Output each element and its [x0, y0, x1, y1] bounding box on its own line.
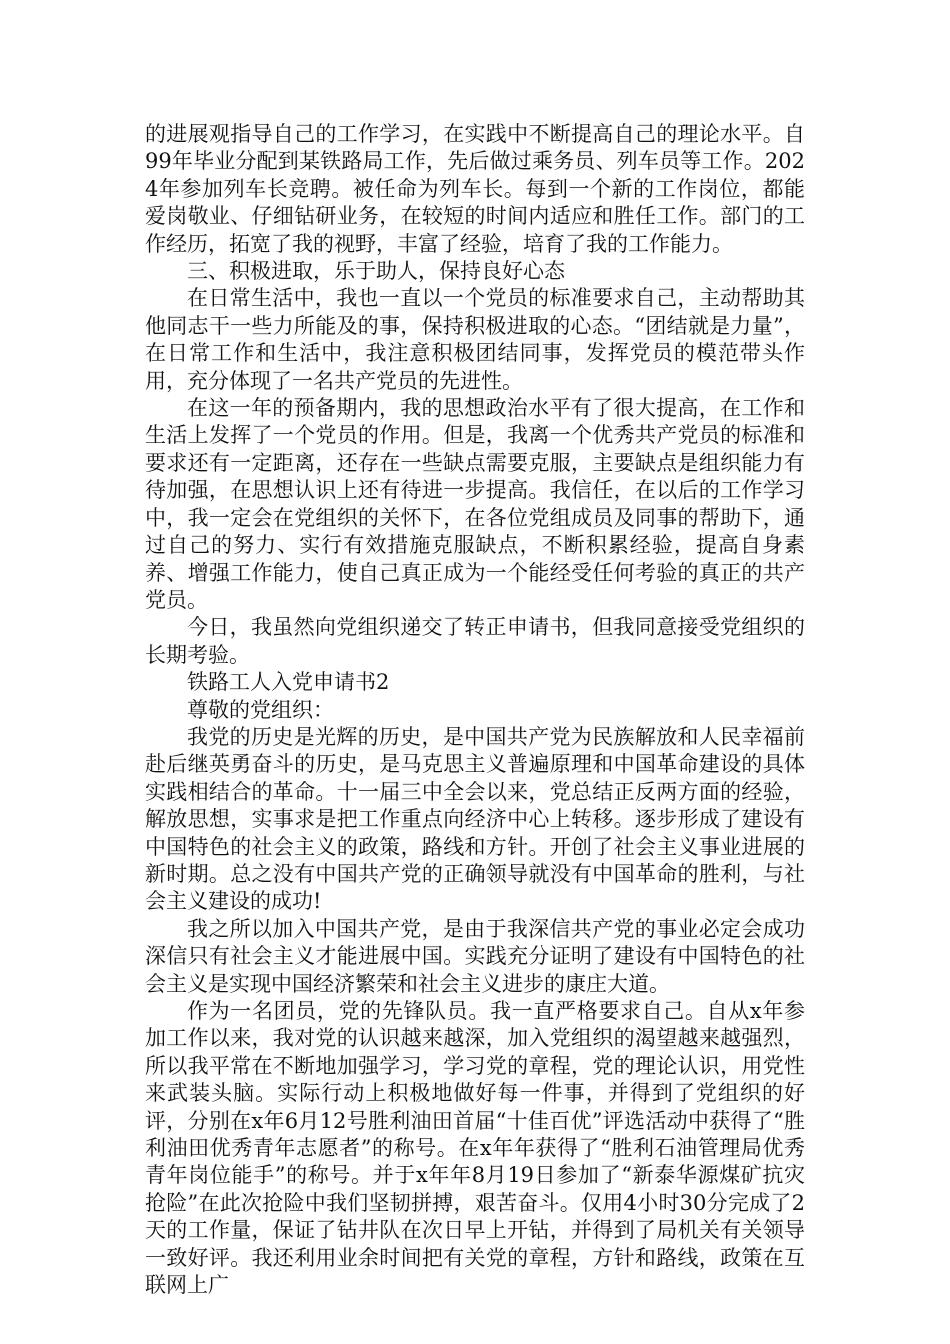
paragraph-reason-joining: 我之所以加入中国共产党，是由于我深信共产党的事业必定会成功深信只有社会主义才能进展中国。实践充分证明了建设有中国特色的社会主义是实现中国经济繁荣和社会主义进步的康庄大道。	[145, 916, 805, 996]
document-page	[145, 121, 805, 1299]
paragraph-continuation: 的进展观指导自己的工作学习，在实践中不断提高自己的理论水平。自99年毕业分配到某铁路局工作，先后做过乘务员、列车员等工作。2024年参加列车长竞聘。被任命为列车长。每到一个新的工作岗位，都能爱岗敬业、仔细钻研业务，在较短的时间内适应和胜任工作。部门的工作经历，拓宽了我的视野，丰富了经验，培育了我的工作能力。	[145, 122, 805, 256]
paragraph-party-history: 我党的历史是光辉的历史，是中国共产党为民族解放和人民幸福前赴后继英勇奋斗的历史，是马克思主义普遍原理和中国革命建设的具体实践相结合的革命。十一届三中全会以来，党总结正反两方面的经验，解放思想，实事求是把工作重点向经济中心上转移。逐步形成了建设有中国特色的社会主义的政策，路线和方针。开创了社会主义事业进展的新时期。总之没有中国共产党的正确领导就没有中国革命的胜利，与社会主义建设的成功!	[145, 724, 805, 914]
paragraph-probation-period: 在这一年的预备期内，我的思想政治水平有了很大提高，在工作和生活上发挥了一个党员的作用。但是，我离一个优秀共产党员的标准和要求还有一定距离，还存在一些缺点需要克服，主要缺点是组织能力有待加强，在思想认识上还有待进一步提高。我信任，在以后的工作学习中，我一定会在党组织的关怀下，在各位党组成员及同事的帮助下，通过自己的努力、实行有效措施克服缺点，不断积累经验，提高自身素养、增强工作能力，使自己真正成为一个能经受任何考验的真正的共产党员。	[145, 396, 805, 612]
application-title: 铁路工人入党申请书2	[187, 670, 390, 695]
salutation: 尊敬的党组织：	[187, 697, 334, 722]
paragraph-daily-life: 在日常生活中，我也一直以一个党员的标准要求自己，主动帮助其他同志干一些力所能及的事，保持积极进取的心态。“团结就是力量”，在日常工作和生活中，我注意积极团结同事，发挥党员的模范带头作用，充分体现了一名共产党员的先进性。	[145, 286, 805, 393]
paragraph-conclusion: 今日，我虽然向党组织递交了转正申请书，但我同意接受党组织的长期考验。	[145, 615, 805, 667]
section-heading-three: 三、积极进取，乐于助人，保持良好心态	[187, 259, 565, 284]
paragraph-personal-record: 作为一名团员，党的先锋队员。我一直严格要求自己。自从x年参加工作以来，我对党的认识越来越深，加入党组织的渴望越来越强烈，所以我平常在不断地加强学习，学习党的章程，党的理论认识，用党性来武装头脑。实际行动上积极地做好每一件事，并得到了党组织的好评，分别在x年6月12号胜利油田首届“十佳百优”评选活动中获得了“胜利油田优秀青年志愿者”的称号。在x年年获得了“胜利石油管理局优秀青年岗位能手”的称号。并于x年年8月19日参加了“新泰华源煤矿抗灾抢险”在此次抢险中我们坚韧拼搏，艰苦奋斗。仅用4小时30分完成了2天的工作量，保证了钻井队在次日早上开钻，并得到了局机关有关领导一致好评。我还利用业余时间把有关党的章程，方针和路线，政策在互联网上广	[145, 999, 805, 1298]
